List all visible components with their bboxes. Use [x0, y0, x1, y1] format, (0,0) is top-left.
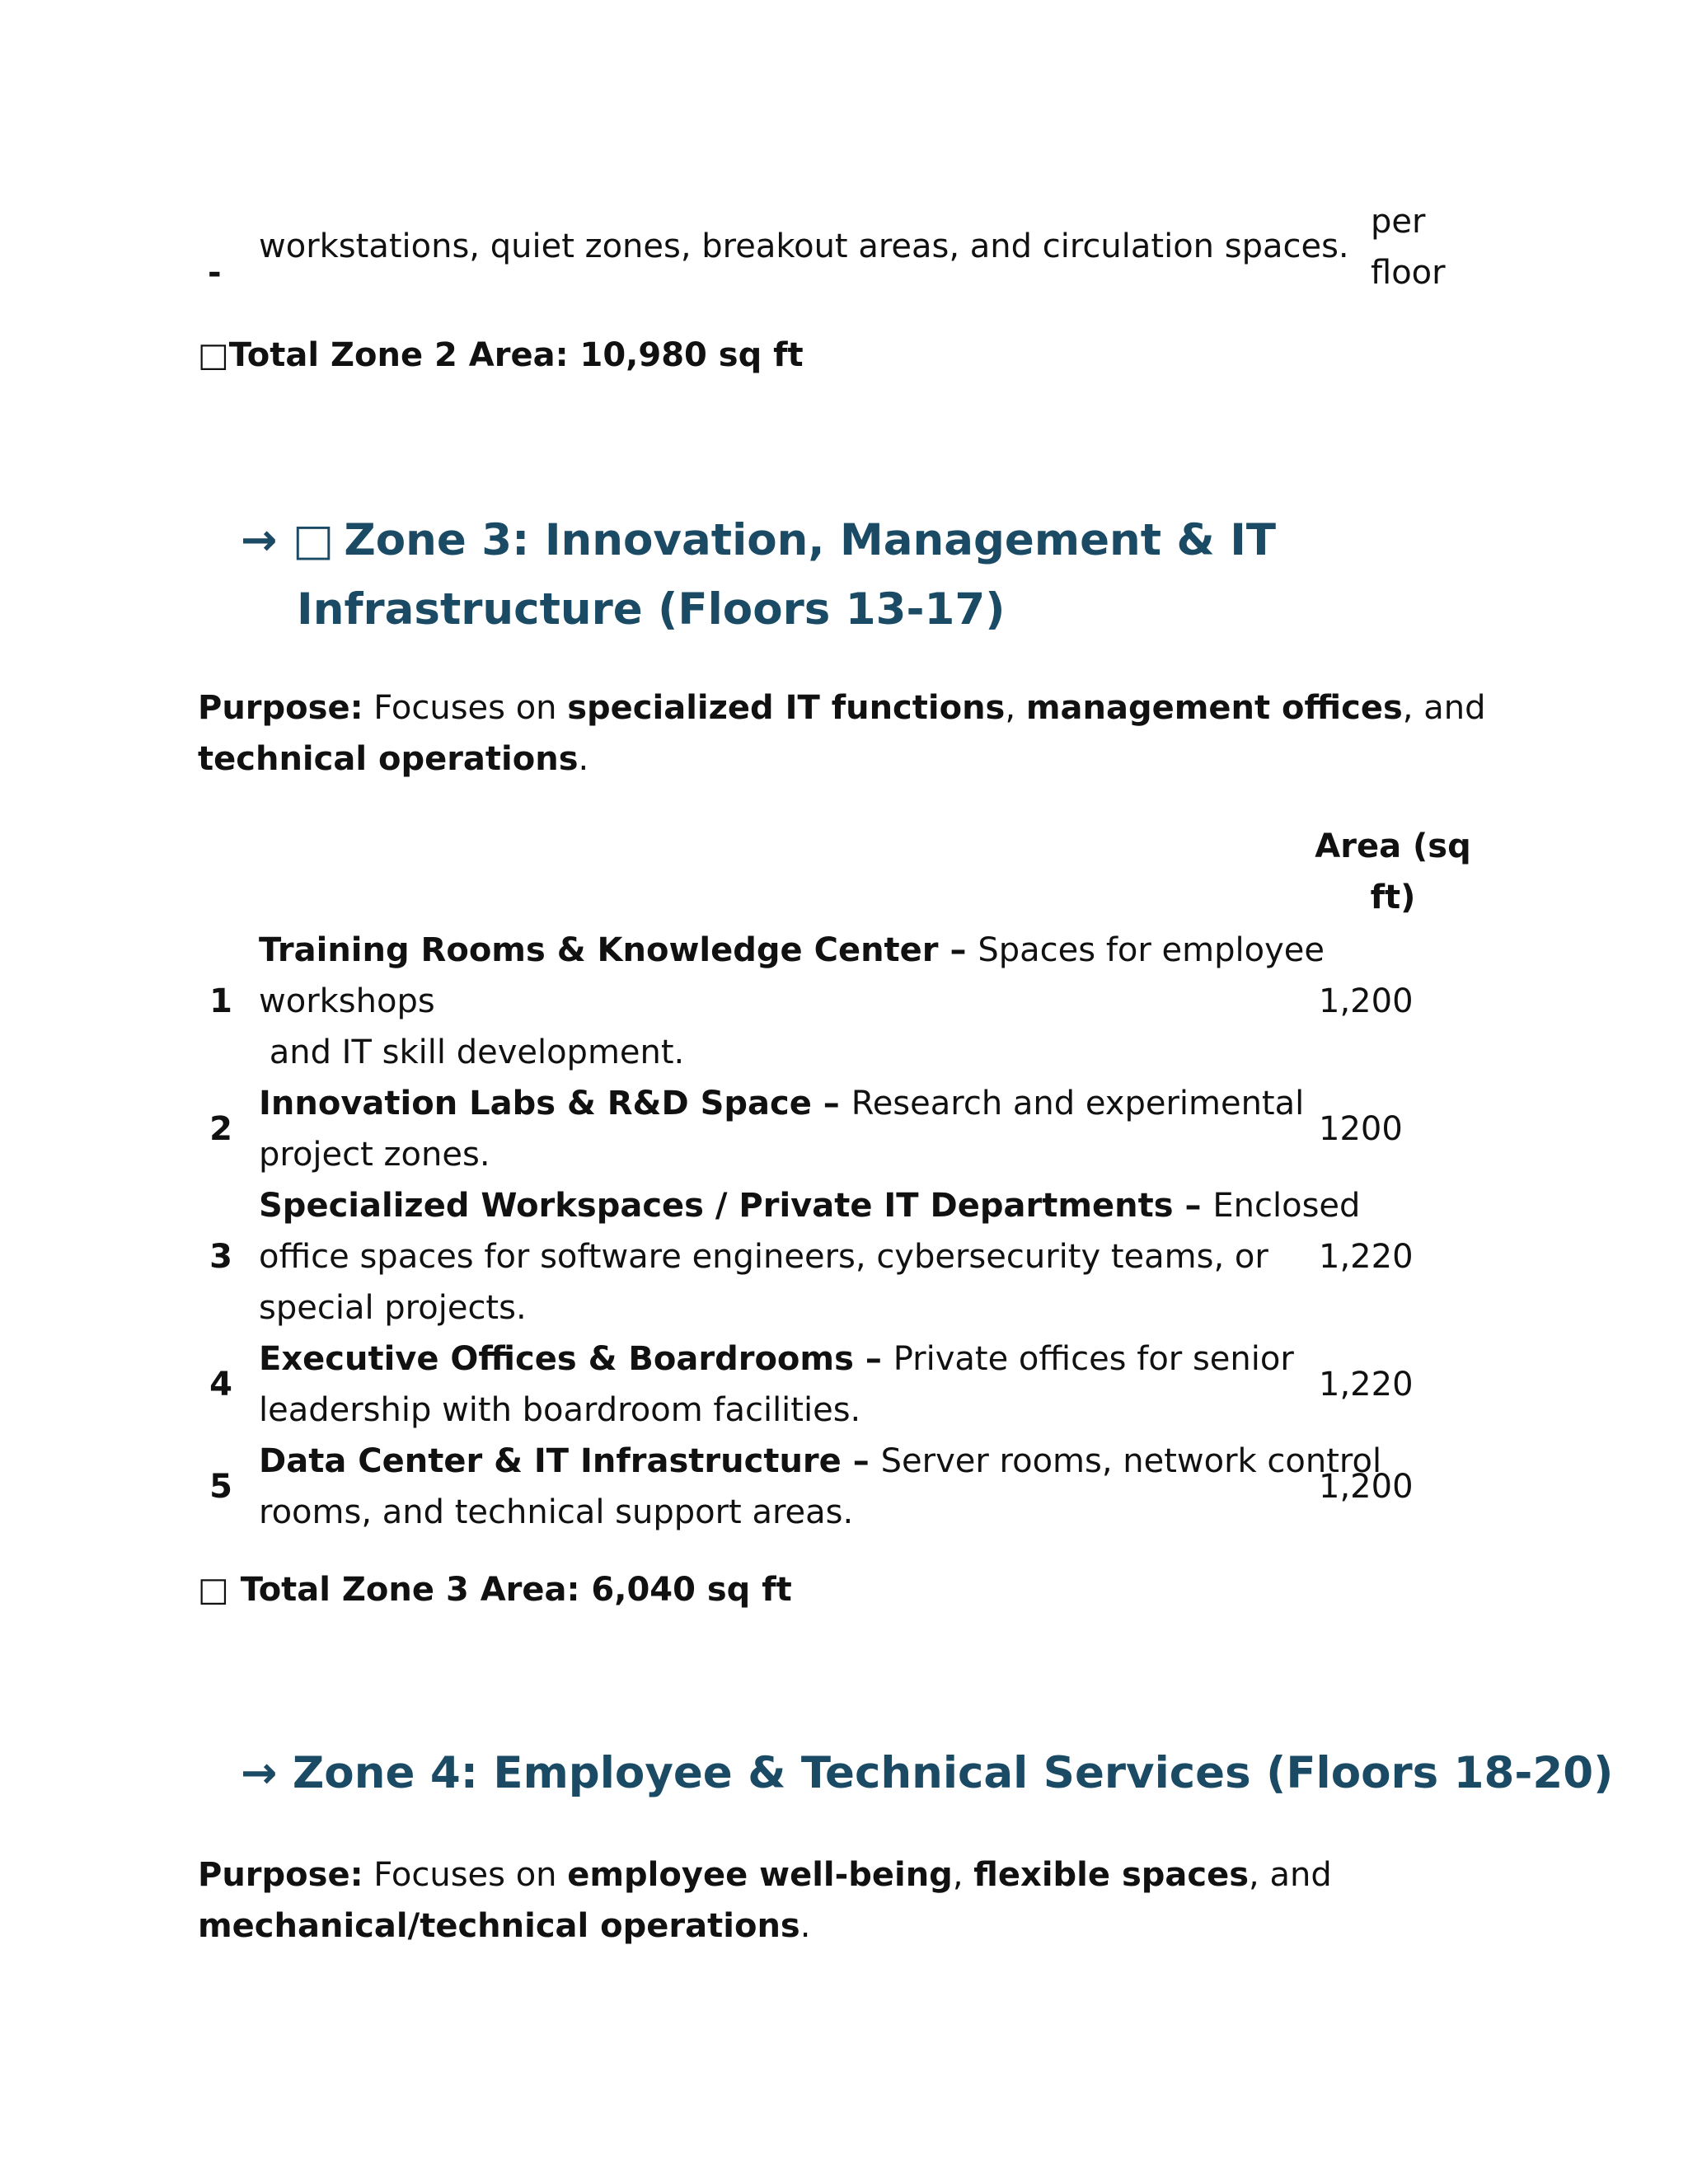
row-area-value: 1,220: [1319, 1366, 1414, 1404]
row-line: project zones.: [259, 1136, 490, 1174]
row-area: [1371, 196, 1446, 298]
purpose-text: .: [578, 740, 589, 778]
area-column-header: [1311, 821, 1475, 923]
row-text: Server rooms, network control: [880, 1442, 1382, 1480]
row-number: 4: [209, 1366, 232, 1404]
purpose-text: , and: [1402, 689, 1486, 727]
row-line: [259, 925, 1325, 976]
row-text: Private offices for senior: [893, 1340, 1294, 1378]
row-separator: –: [841, 1442, 881, 1480]
table-row-description: [259, 1180, 1361, 1333]
row-line: [259, 1333, 1306, 1385]
placeholder-glyph-icon: □: [292, 515, 334, 565]
purpose-text: ,: [1005, 689, 1026, 727]
row-line: workshops: [259, 982, 435, 1020]
purpose-line2: [198, 733, 1485, 785]
purpose-text: .: [799, 1907, 811, 1945]
zone3-heading-line1: Zone 3: Innovation, Management & IT: [344, 515, 1277, 565]
row-line: rooms, and technical support areas.: [259, 1493, 854, 1531]
row-area-line2: floor: [1371, 254, 1446, 292]
row-number: 1: [209, 982, 232, 1020]
row-area-value: 1200: [1319, 1110, 1403, 1148]
zone4-heading: [241, 1739, 1613, 1808]
purpose-text: Focuses on: [363, 689, 568, 727]
zone3-heading-line2: Infrastructure (Floors 13-17): [297, 584, 1006, 635]
purpose-label: Purpose:: [198, 689, 363, 727]
purpose-text: ,: [952, 1856, 974, 1894]
row-area-value: 1,220: [1319, 1238, 1414, 1276]
row-number: 2: [209, 1110, 232, 1148]
row-title: Specialized Workspaces / Private IT Departments: [259, 1187, 1174, 1225]
row-separator: –: [1173, 1187, 1213, 1225]
row-number: 3: [209, 1238, 232, 1276]
zone4-heading-text: Zone 4: Employee & Technical Services (Floors 18-20): [277, 1748, 1614, 1798]
area-header-line2: ft): [1370, 879, 1416, 916]
row-title: Innovation Labs & R&D Space: [259, 1085, 812, 1122]
row-number: 5: [209, 1468, 232, 1506]
row-description: workstations, quiet zones, breakout areas, and circulation spaces.: [259, 227, 1349, 265]
row-line: leadership with boardroom facilities.: [259, 1391, 861, 1429]
purpose-text: Focuses on: [363, 1856, 568, 1894]
purpose-bold: flexible spaces: [973, 1856, 1250, 1894]
row-marker: -: [208, 254, 222, 292]
row-text: Research and experimental: [851, 1085, 1305, 1122]
row-line: special projects.: [259, 1289, 527, 1327]
row-text: Spaces for employee: [978, 931, 1325, 969]
purpose-bold: mechanical/technical operations: [198, 1907, 800, 1945]
row-line: [259, 1436, 1382, 1487]
row-title: Data Center & IT Infrastructure: [259, 1442, 842, 1480]
arrow-icon: →: [241, 515, 278, 565]
row-title: Training Rooms & Knowledge Center: [259, 931, 939, 969]
row-area-line1: per: [1371, 203, 1426, 241]
purpose-text: , and: [1249, 1856, 1332, 1894]
zone3-heading: [241, 506, 1276, 644]
purpose-bold: management offices: [1025, 689, 1403, 727]
zone3-total: □ Total Zone 3 Area: 6,040 sq ft: [198, 1571, 792, 1609]
row-line: and IT skill development.: [259, 1033, 685, 1071]
row-area-value: 1,200: [1319, 982, 1414, 1020]
row-separator: –: [853, 1340, 893, 1378]
row-line: [259, 1180, 1361, 1231]
row-line: office spaces for software engineers, cybersecurity teams, or: [259, 1238, 1268, 1276]
zone3-purpose: [198, 682, 1485, 785]
purpose-bold: employee well-being: [567, 1856, 953, 1894]
table-row-description: [259, 1078, 1306, 1180]
purpose-bold: technical operations: [198, 740, 579, 778]
purpose-bold: specialized IT functions: [567, 689, 1006, 727]
row-separator: –: [811, 1085, 851, 1122]
row-area-value: 1,200: [1319, 1468, 1414, 1506]
purpose-label: Purpose:: [198, 1856, 363, 1894]
row-line: [259, 1078, 1306, 1129]
area-header-line1: Area (sq: [1315, 827, 1471, 865]
row-separator: –: [938, 931, 978, 969]
zone4-purpose: [198, 1849, 1332, 1952]
arrow-icon: →: [241, 1748, 278, 1798]
table-row-description: [259, 925, 1325, 1078]
purpose-line2: [198, 1900, 1332, 1952]
row-title: Executive Offices & Boardrooms: [259, 1340, 854, 1378]
zone2-total: □Total Zone 2 Area: 10,980 sq ft: [198, 336, 804, 374]
row-text: Enclosed: [1212, 1187, 1361, 1225]
table-row-description: [259, 1333, 1306, 1436]
